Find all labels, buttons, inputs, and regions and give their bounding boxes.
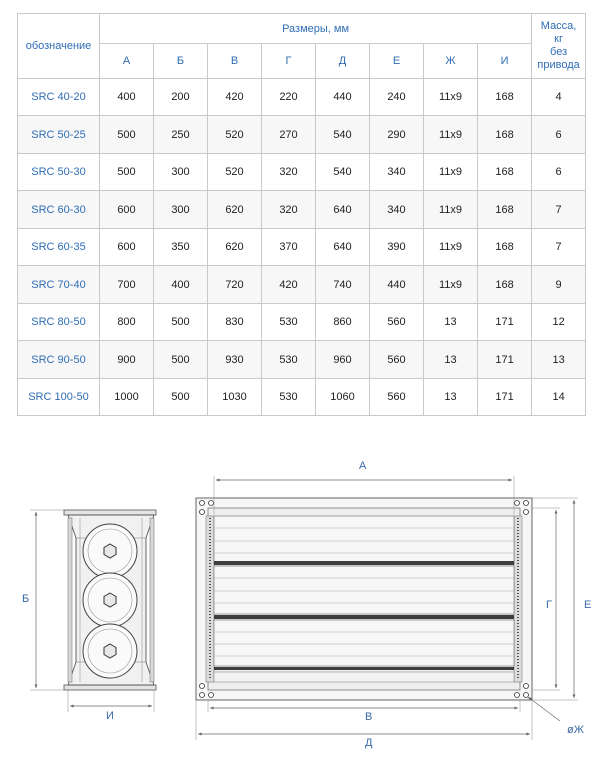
dim-v-label: В — [365, 711, 373, 723]
designation-cell: SRC 40-20 — [18, 79, 100, 116]
cell-zh: 13 — [424, 379, 478, 416]
blade-axle — [83, 573, 137, 627]
column-header-g: Г — [262, 44, 316, 79]
width-dim-label: И — [106, 710, 114, 722]
cell-i: 171 — [478, 341, 532, 379]
designation-cell: SRC 80-50 — [18, 304, 100, 341]
height-dim-label: Б — [22, 593, 30, 605]
table-row — [18, 79, 586, 116]
cell-g: 270 — [262, 116, 316, 154]
table-row — [18, 379, 586, 416]
damper-drawing — [0, 440, 600, 759]
cell-b: 500 — [154, 341, 208, 379]
cell-mass: 6 — [532, 154, 586, 191]
cell-mass: 7 — [532, 229, 586, 266]
cell-zh: 11x9 — [424, 154, 478, 191]
table-row — [18, 266, 586, 304]
cell-mass: 14 — [532, 379, 586, 416]
mass-header — [532, 14, 586, 79]
dim-d-label: Д — [365, 737, 373, 749]
cell-b: 400 — [154, 266, 208, 304]
cell-i: 168 — [478, 191, 532, 229]
cell-zh: 13 — [424, 304, 478, 341]
table-row — [18, 116, 586, 154]
dimensions-group-header: Размеры, мм — [100, 14, 532, 44]
cell-e: 560 — [370, 379, 424, 416]
cell-e: 560 — [370, 304, 424, 341]
front-view — [196, 460, 591, 749]
cell-g: 320 — [262, 191, 316, 229]
column-header-v: В — [208, 44, 262, 79]
cell-zh: 11x9 — [424, 79, 478, 116]
cell-a: 500 — [100, 154, 154, 191]
table-row — [18, 304, 586, 341]
designation-cell: SRC 50-30 — [18, 154, 100, 191]
cell-d: 1060 — [316, 379, 370, 416]
designation-cell: SRC 60-35 — [18, 229, 100, 266]
cell-i: 168 — [478, 154, 532, 191]
column-header-i: И — [478, 44, 532, 79]
dimensions-table — [17, 13, 586, 416]
blade — [214, 516, 514, 565]
cell-i: 171 — [478, 379, 532, 416]
cell-a: 1000 — [100, 379, 154, 416]
cell-g: 370 — [262, 229, 316, 266]
cell-mass: 9 — [532, 266, 586, 304]
cell-a: 600 — [100, 229, 154, 266]
cell-b: 250 — [154, 116, 208, 154]
cell-g: 530 — [262, 379, 316, 416]
bottom-flange — [64, 685, 156, 690]
designation-cell: SRC 50-25 — [18, 116, 100, 154]
cell-mass: 6 — [532, 116, 586, 154]
table-row — [18, 154, 586, 191]
mass-header-line: без — [550, 46, 568, 58]
cell-v: 720 — [208, 266, 262, 304]
cell-e: 560 — [370, 341, 424, 379]
dim-g-label: Г — [546, 599, 552, 611]
cell-b: 500 — [154, 379, 208, 416]
cell-d: 640 — [316, 191, 370, 229]
cell-b: 200 — [154, 79, 208, 116]
cell-a: 500 — [100, 116, 154, 154]
cell-v: 930 — [208, 341, 262, 379]
blade — [214, 620, 514, 670]
table-row — [18, 191, 586, 229]
cell-b: 300 — [154, 191, 208, 229]
table-row — [18, 229, 586, 266]
cell-mass: 12 — [532, 304, 586, 341]
cell-v: 830 — [208, 304, 262, 341]
cell-a: 900 — [100, 341, 154, 379]
mass-header-line: привода — [537, 59, 580, 71]
column-header-zh: Ж — [424, 44, 478, 79]
column-header-d: Д — [316, 44, 370, 79]
cell-b: 350 — [154, 229, 208, 266]
cell-i: 168 — [478, 116, 532, 154]
cell-zh: 11x9 — [424, 191, 478, 229]
cell-d: 860 — [316, 304, 370, 341]
cell-v: 1030 — [208, 379, 262, 416]
cell-v: 420 — [208, 79, 262, 116]
cell-mass: 7 — [532, 191, 586, 229]
column-header-a: А — [100, 44, 154, 79]
column-header-e: Е — [370, 44, 424, 79]
cell-g: 420 — [262, 266, 316, 304]
cell-g: 220 — [262, 79, 316, 116]
cell-d: 740 — [316, 266, 370, 304]
cell-v: 620 — [208, 229, 262, 266]
cell-e: 340 — [370, 191, 424, 229]
cell-a: 700 — [100, 266, 154, 304]
blade — [214, 566, 514, 619]
column-header-b: Б — [154, 44, 208, 79]
cell-a: 600 — [100, 191, 154, 229]
cell-e: 340 — [370, 154, 424, 191]
cell-d: 960 — [316, 341, 370, 379]
cell-v: 520 — [208, 154, 262, 191]
designation-cell: SRC 70-40 — [18, 266, 100, 304]
cell-e: 440 — [370, 266, 424, 304]
cell-i: 171 — [478, 304, 532, 341]
cell-d: 540 — [316, 154, 370, 191]
designation-cell: SRC 60-30 — [18, 191, 100, 229]
dim-a-label: А — [359, 460, 367, 472]
cell-i: 168 — [478, 229, 532, 266]
cell-zh: 13 — [424, 341, 478, 379]
cell-d: 640 — [316, 229, 370, 266]
cell-b: 300 — [154, 154, 208, 191]
hole-dim-label: øЖ — [567, 724, 584, 736]
designation-header: обозначение — [18, 14, 100, 79]
cell-mass: 4 — [532, 79, 586, 116]
cell-g: 530 — [262, 304, 316, 341]
cell-g: 320 — [262, 154, 316, 191]
cell-e: 290 — [370, 116, 424, 154]
cell-i: 168 — [478, 79, 532, 116]
designation-cell: SRC 100-50 — [18, 379, 100, 416]
cell-b: 500 — [154, 304, 208, 341]
side-view — [22, 510, 156, 722]
mass-header-line: кг — [554, 33, 563, 45]
cell-d: 540 — [316, 116, 370, 154]
cell-v: 620 — [208, 191, 262, 229]
dim-e-label: Е — [584, 599, 592, 611]
cell-e: 240 — [370, 79, 424, 116]
designation-cell: SRC 90-50 — [18, 341, 100, 379]
blade-axle — [83, 624, 137, 678]
top-flange — [64, 510, 156, 515]
table-row — [18, 341, 586, 379]
cell-a: 400 — [100, 79, 154, 116]
blade-axle — [83, 524, 137, 578]
mass-header-line: Масса, — [540, 20, 577, 32]
cell-a: 800 — [100, 304, 154, 341]
cell-i: 168 — [478, 266, 532, 304]
cell-d: 440 — [316, 79, 370, 116]
cell-zh: 11x9 — [424, 229, 478, 266]
cell-e: 390 — [370, 229, 424, 266]
cell-g: 530 — [262, 341, 316, 379]
cell-zh: 11x9 — [424, 116, 478, 154]
cell-mass: 13 — [532, 341, 586, 379]
cell-zh: 11x9 — [424, 266, 478, 304]
cell-v: 520 — [208, 116, 262, 154]
